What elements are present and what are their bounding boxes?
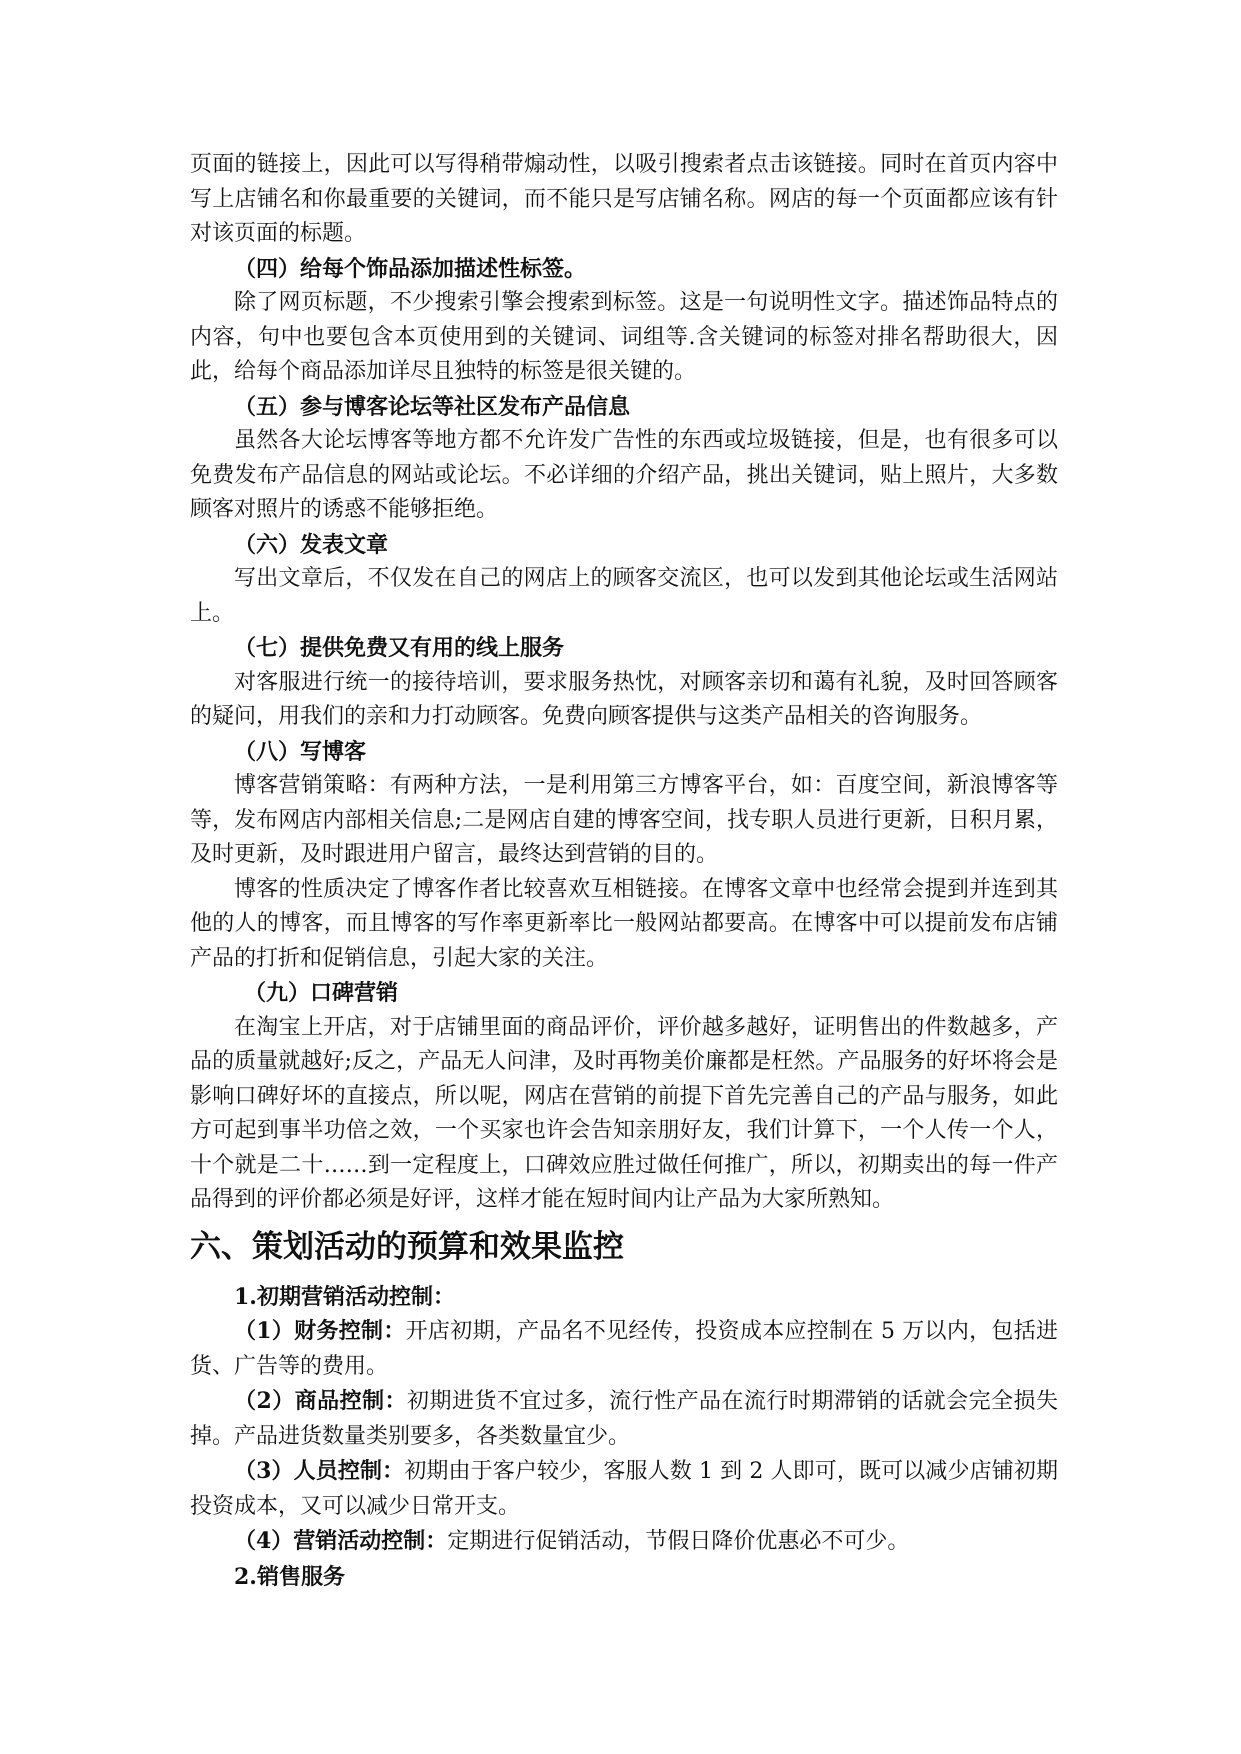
subheading-articles: （六）发表文章: [234, 531, 389, 558]
paragraph-title-tips: 页面的链接上，因此可以写得稍带煽动性，以吸引搜索者点击该链接。同时在首页内容中写上店铺名和你最重要的关键词，而不能只是写店铺名称。网店的每一个页面都应该有针对该页面的标题。: [190, 152, 1058, 246]
subheading-word-of-mouth: （九）口碑营销: [244, 980, 399, 1006]
paragraph-community: 虽然各大论坛博客等地方都不允许发广告性的东西或垃圾链接，但是，也有很多可以免费发布产品信息的网站或论坛。不必详细的介绍产品，挑出关键词，贴上照片，大多数顾客对照片的诱惑不能够拒绝。: [190, 428, 1058, 522]
paragraph-blog-strategy: 博客营销策略：有两种方法，一是利用第三方博客平台，如：百度空间，新浪博客等等，发布网店内部相关信息;二是网店自建的博客空间，找专职人员进行更新，日积月累，及时更新，及时跟进用户留言，最终达到营销的目的。: [190, 773, 1058, 867]
control-item-finance: [190, 1314, 1058, 1384]
control-item-staff: [190, 1454, 1058, 1524]
control-item-label: （4）营销活动控制：: [234, 1528, 448, 1554]
section-heading-budget: 六、策划活动的预算和效果监控: [190, 1228, 624, 1265]
paragraph-word-of-mouth: 在淘宝上开店，对于店铺里面的商品评价，评价越多越好，证明售出的件数越多，产品的质量就越好;反之，产品无人问津，及时再物美价廉都是枉然。产品服务的好坏将会是影响口碑好坏的直接点，所以呢，网店在营销的前提下首先完善自己的产品与服务，如此方可起到事半功倍之效，一个买家也许会告知亲朋好友，我们计算下，一个人传一个人，十个就是二十……到一定程度上，口碑效应胜过做任何推广，所以，初期卖出的每一件产品得到的评价都必须是好评，这样才能在短时间内让产品为大家所熟知。: [190, 1014, 1058, 1212]
control-item-text: 开店初期，产品名不见经传，投资成本应控制在 5 万以内，包括进货、广告等的费用。: [190, 1319, 1058, 1379]
control-item-label: （1）财务控制：: [234, 1318, 406, 1344]
paragraph-blog-nature: 博客的性质决定了博客作者比较喜欢互相链接。在博客文章中也经常会提到并连到其他的人的博客，而且博客的写作率更新率比一般网站都要高。在博客中可以提前发布店铺产品的打折和促销信息，引起大家的关注。: [190, 876, 1058, 971]
subheading-community: （五）参与博客论坛等社区发布产品信息: [234, 393, 631, 420]
paragraph-online-service: 对客服进行统一的接待培训，要求服务热忱，对顾客亲切和蔼有礼貌，及时回答顾客的疑问，用我们的亲和力打动顾客。免费向顾客提供与这类产品相关的咨询服务。: [190, 669, 1058, 729]
control-item-label: （3）人员控制：: [234, 1458, 405, 1484]
subheading-tags: （四）给每个饰品添加描述性标签。: [234, 255, 587, 282]
control-item-marketing: [190, 1524, 1058, 1560]
control-item-label: （2）商品控制：: [234, 1388, 408, 1414]
control-item-text: 定期进行促销活动，节假日降价优惠必不可少。: [447, 1529, 910, 1554]
control-item-text: 初期进货不宜过多，流行性产品在流行时期滞销的话就会完全损失掉。产品进货数量类别要多，各类数量宜少。: [190, 1389, 1058, 1449]
paragraph-tags: 除了网页标题，不少搜索引擎会搜索到标签。这是一句说明性文字。描述饰品特点的内容，句中也要包含本页使用到的关键词、词组等.含关键词的标签对排名帮助很大，因此，给每个商品添加详尽且独特的标签是很关键的。: [190, 290, 1058, 384]
control-item-text: 初期由于客户较少，客服人数 1 到 2 人即可，既可以减少店铺初期投资成本，又可以减少日常开支。: [190, 1459, 1058, 1519]
subsection-initial-control: 1.初期营销活动控制：: [234, 1283, 455, 1310]
subheading-online-service: （七）提供免费又有用的线上服务: [234, 635, 565, 661]
subheading-blog: （八）写博客: [234, 738, 367, 765]
subsection-sales-service: 2.销售服务: [234, 1563, 345, 1590]
paragraph-articles: 写出文章后，不仅发在自己的网店上的顾客交流区，也可以发到其他论坛或生活网站上。: [190, 566, 1058, 626]
document-page: [190, 148, 1058, 1594]
control-item-goods: [190, 1384, 1058, 1454]
